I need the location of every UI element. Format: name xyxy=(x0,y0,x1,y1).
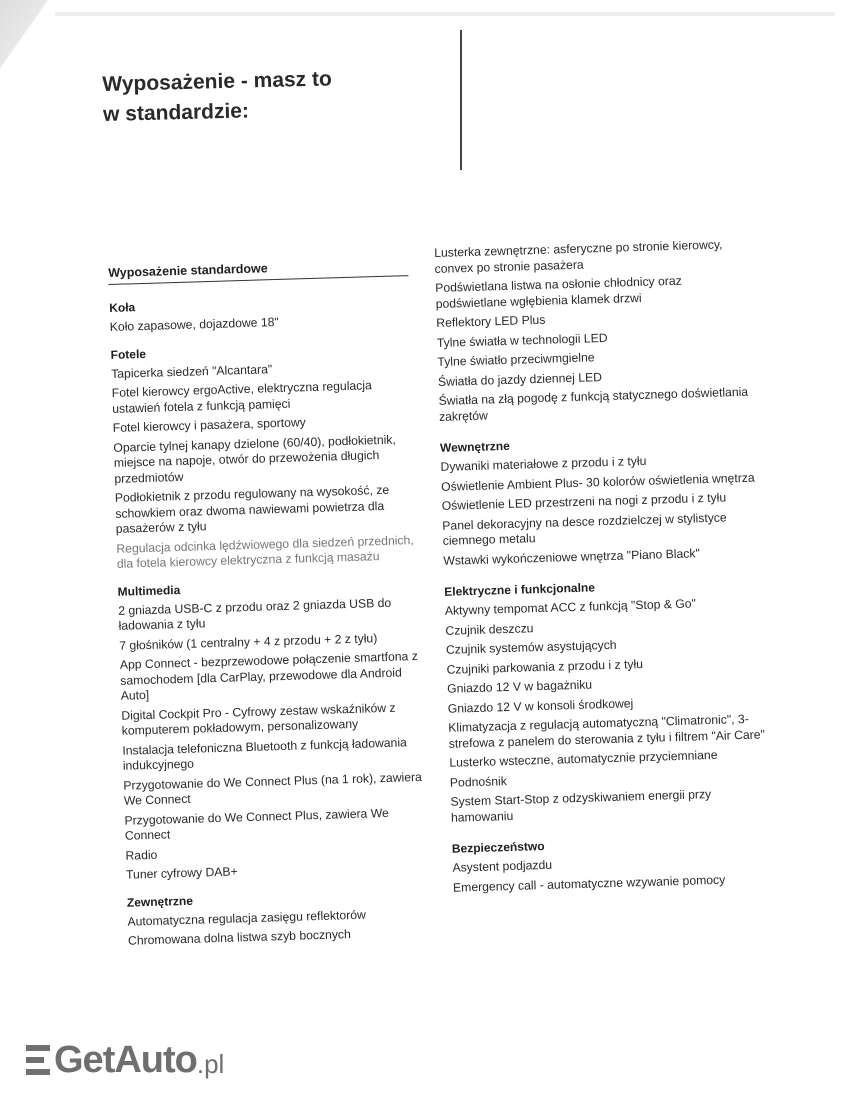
section-heading: Wyposażenie standardowe xyxy=(108,257,408,285)
group-title: Zewnętrzne xyxy=(126,893,194,910)
list-item: Tylne światło przeciwmgielne xyxy=(437,350,595,369)
list-item: Fotel kierowcy i pasażera, sportowy xyxy=(112,415,306,435)
group-title: Fotele xyxy=(110,346,147,362)
list-item: Regulacja odcinka lędźwiowego dla siedzeń przednich, dla fotela kierowcy elektryczna z funkcją masażu xyxy=(116,532,414,571)
list-item: Czujnik deszczu xyxy=(445,620,534,638)
list-item: Fotel kierowcy ergoActive, elektryczna regulacja ustawień fotela z funkcją pamięci xyxy=(111,378,372,416)
list-item: Emergency call - automatyczne wzywanie pomocy xyxy=(452,872,726,895)
list-item: Chromowana dolna listwa szyb bocznych xyxy=(127,927,352,948)
page-title-line-2: w standardzie: xyxy=(102,99,250,126)
group-title: Elektryczne i funkcjonalne xyxy=(444,580,596,599)
list-item: Gniazdo 12 V w bagażniku xyxy=(446,677,593,696)
list-item: System Start-Stop z odzyskiwaniem energii przy hamowaniu xyxy=(450,787,712,825)
page-title-line-1: Wyposażenie - masz to xyxy=(102,67,333,96)
logo-brand: GetAuto xyxy=(54,1039,197,1081)
list-item: Tapicerka siedzeń "Alcantara" xyxy=(110,361,273,381)
list-item: Czujniki parkowania z przodu i z tyłu xyxy=(446,656,644,677)
list-item: Digital Cockpit Pro - Cyfrowy zestaw wskaźników z komputerem pokładowym, personalizowany xyxy=(121,700,396,738)
list-item: Koło zapasowe, dojazdowe 18" xyxy=(109,314,279,334)
list-item: Klimatyzacja z regulacją automatyczną "Climatronic", 3-strefowa z panelem do sterowania z tyłu i filtrem "Air Care" xyxy=(448,711,765,751)
list-item: Wstawki wykończeniowe wnętrza "Piano Black" xyxy=(443,545,700,568)
list-item: 7 głośników (1 centralny + 4 z przodu + 2 z tyłu) xyxy=(119,630,378,653)
list-item: Instalacja telefoniczna Bluetooth z funkcją ładowania indukcyjnego xyxy=(122,734,408,773)
scan-edge xyxy=(55,12,835,16)
group-title: Bezpieczeństwo xyxy=(451,838,545,856)
stacked-bars-icon xyxy=(26,1045,50,1075)
vertical-divider xyxy=(460,30,462,170)
list-item: Dywaniki materiałowe z przodu i z tyłu xyxy=(440,453,647,474)
logo-tld: .pl xyxy=(196,1049,225,1079)
group-title: Multimedia xyxy=(117,582,181,599)
list-item: Reflektory LED Plus xyxy=(436,312,546,330)
list-item: Podświetlana listwa na osłonie chłodnicy oraz podświetlane wgłębienia klamek drzwi xyxy=(435,273,682,311)
list-item: Lusterka zewnętrzne: asferyczne po stronie kierowcy, convex po stronie pasażera xyxy=(434,237,723,276)
group-title: Koła xyxy=(109,300,136,315)
group-title: Wewnętrzne xyxy=(439,438,510,455)
list-item: Automatyczna regulacja zasięgu reflektorów xyxy=(127,907,367,929)
list-item: Oświetlenie Ambient Plus- 30 kolorów oświetlenia wnętrza xyxy=(440,470,755,494)
list-item: Gniazdo 12 V w konsoli środkowej xyxy=(447,695,634,716)
getauto-logo xyxy=(26,1040,224,1080)
list-item: Panel dekoracyjny na desce rozdzielczej w stylistyce ciemnego metalu xyxy=(442,509,727,548)
list-item: Asystent podjazdu xyxy=(452,857,553,875)
list-item: Podnośnik xyxy=(449,773,508,790)
list-item: App Connect - bezprzewodowe połączenie smartfona z samochodem [dla CarPlay, przewodowe dla Android Auto] xyxy=(119,648,419,703)
list-item: Tylne światła w technologii LED xyxy=(436,330,608,350)
list-item: Podłokietnik z przodu regulowany na wysokość, ze schowkiem oraz dwoma nawiewami powietrza dla pasażerów z tyłu xyxy=(114,482,390,536)
right-column xyxy=(434,237,773,896)
left-column xyxy=(108,257,428,949)
list-item: Światła na złą pogodę z funkcją statycznego doświetlania zakrętów xyxy=(438,384,749,424)
list-item: Radio xyxy=(125,847,158,863)
list-item: Tuner cyfrowy DAB+ xyxy=(125,864,238,882)
list-item: Czujnik systemów asystujących xyxy=(445,637,617,657)
list-item: 2 gniazda USB-C z przodu oraz 2 gniazda USB do ładowania z tyłu xyxy=(118,595,392,633)
list-item: Lusterko wsteczne, automatycznie przyciemniane xyxy=(449,747,718,770)
list-item: Przygotowanie do We Connect Plus (na 1 rok), zawiera We Connect xyxy=(123,769,423,808)
list-item: Aktywny tempomat ACC z funkcją "Stop & Go" xyxy=(444,596,697,618)
list-item: Oparcie tylnej kanapy dzielone (60/40), podłokietnik, miejsce na napoje, otwór do przewożenia długich przedmiotów xyxy=(113,432,396,486)
page-title xyxy=(102,62,433,130)
list-item: Oświetlenie LED przestrzeni na nogi z przodu i z tyłu xyxy=(441,490,727,513)
list-item: Przygotowanie do We Connect Plus, zawiera We Connect xyxy=(124,805,389,843)
list-item: Światła do jazdy dziennej LED xyxy=(437,369,603,389)
